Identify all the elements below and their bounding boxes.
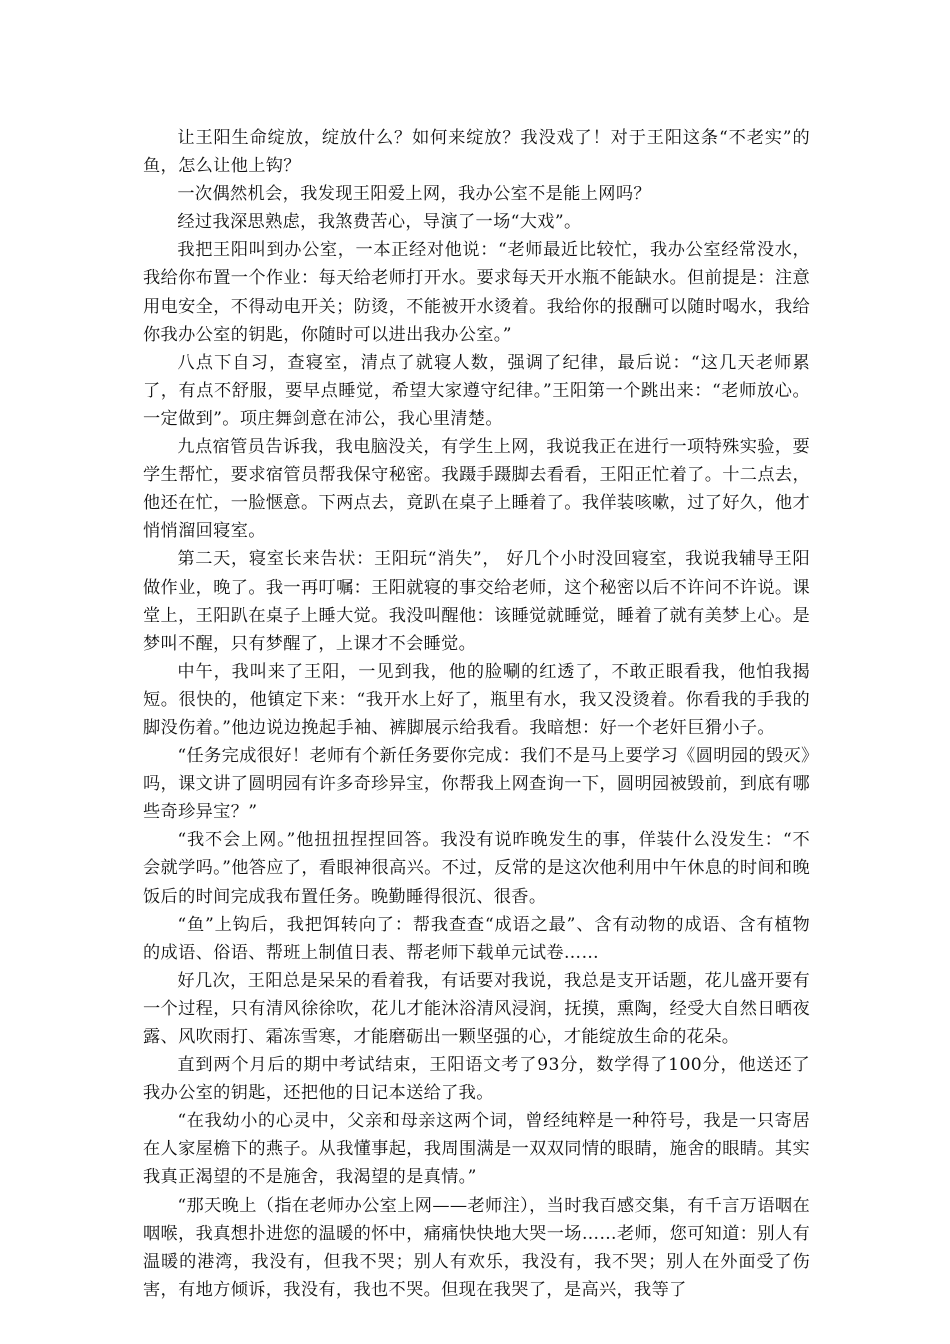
paragraph: 好几次，王阳总是呆呆的看着我，有话要对我说，我总是支开话题，花儿盛开要有一个过程，只有清风徐徐吹，花儿才能沐浴清风浸润，抚摸，熏陶，经受大自然日晒夜露、风吹雨打、霜冻雪寒，才能磨砺出一颗坚强的心，才能绽放生命的花朵。	[143, 970, 810, 1047]
document-page	[143, 124, 810, 1304]
paragraph: 九点宿管员告诉我，我电脑没关，有学生上网，我说我正在进行一项特殊实验，要学生帮忙，要求宿管员帮我保守秘密。我蹑手蹑脚去看看，王阳正忙着了。十二点去，他还在忙，一脸惬意。下两点去，竟趴在桌子上睡着了。我佯装咳嗽，过了好久，他才悄悄溜回寝室。	[143, 437, 810, 542]
paragraph: “任务完成很好！老师有个新任务要你完成：我们不是马上要学习《圆明园的毁灭》吗，课文讲了圆明园有许多奇珍异宝，你帮我上网查询一下，圆明园被毁前，到底有哪些奇珍异宝？”	[143, 746, 810, 823]
paragraph: 直到两个月后的期中考试结束，王阳语文考了93分，数学得了100分，他送还了我办公室的钥匙，还把他的日记本送给了我。	[143, 1055, 810, 1104]
paragraph: “在我幼小的心灵中，父亲和母亲这两个词，曾经纯粹是一种符号，我是一只寄居在人家屋檐下的燕子。从我懂事起，我周围满是一双双同情的眼睛，施舍的眼睛。其实我真正渴望的不是施舍，我渴望的是真情。”	[143, 1111, 810, 1188]
paragraph: “我不会上网。”他扭扭捏捏回答。我没有说昨晚发生的事，佯装什么没发生：“不会就学吗。”他答应了，看眼神很高兴。不过，反常的是这次他利用中午休息的时间和晚饭后的时间完成我布置任务。晚勤睡得很沉、很香。	[143, 830, 810, 907]
paragraph: 第二天，寝室长来告状：王阳玩“消失”， 好几个小时没回寝室，我说我辅导王阳做作业，晚了。我一再叮嘱：王阳就寝的事交给老师，这个秘密以后不许问不许说。课堂上，王阳趴在桌子上睡大觉。我没叫醒他：该睡觉就睡觉，睡着了就有美梦上心。是梦叫不醒，只有梦醒了，上课才不会睡觉。	[143, 549, 810, 654]
paragraph: 一次偶然机会，我发现王阳爱上网，我办公室不是能上网吗？	[177, 184, 651, 205]
paragraph: “鱼”上钩后，我把饵转向了：帮我查查“成语之最”、含有动物的成语、含有植物的成语、俗语、帮班上制值日表、帮老师下载单元试卷……	[143, 914, 810, 963]
paragraph: 八点下自习，查寝室，清点了就寝人数，强调了纪律，最后说：“这几天老师累了，有点不舒服，要早点睡觉，希望大家遵守纪律。”王阳第一个跳出来：“老师放心。一定做到”。项庄舞剑意在沛公，我心里清楚。	[143, 352, 810, 429]
paragraph: 中午，我叫来了王阳，一见到我，他的脸唰的红透了，不敢正眼看我，他怕我揭短。很快的，他镇定下来：“我开水上好了，瓶里有水，我又没烫着。你看我的手我的脚没伤着。”他边说边挽起手袖、裤脚展示给我看。我暗想：好一个老奸巨猾小子。	[143, 661, 810, 738]
paragraph: 我把王阳叫到办公室，一本正经对他说：“老师最近比较忙，我办公室经常没水，我给你布置一个作业：每天给老师打开水。要求每天开水瓶不能缺水。但前提是：注意用电安全，不得动电开关；防烫，不能被开水烫着。我给你的报酬可以随时喝水，我给你我办公室的钥匙，你随时可以进出我办公室。”	[143, 240, 810, 345]
paragraph: “那天晚上（指在老师办公室上网——老师注），当时我百感交集，有千言万语咽在咽喉，我真想扑进您的温暖的怀中，痛痛快快地大哭一场……老师，您可知道：别人有温暖的港湾，我没有，但我不哭；别人有欢乐，我没有，我不哭；别人在外面受了伤害，有地方倾诉，我没有，我也不哭。但现在我哭了，是高兴，我等了	[143, 1195, 810, 1300]
paragraph: 经过我深思熟虑，我煞费苦心，导演了一场“大戏”。	[177, 212, 582, 233]
paragraph: 让王阳生命绽放，绽放什么？如何来绽放？我没戏了！对于王阳这条“不老实”的鱼，怎么让他上钩？	[143, 128, 810, 177]
